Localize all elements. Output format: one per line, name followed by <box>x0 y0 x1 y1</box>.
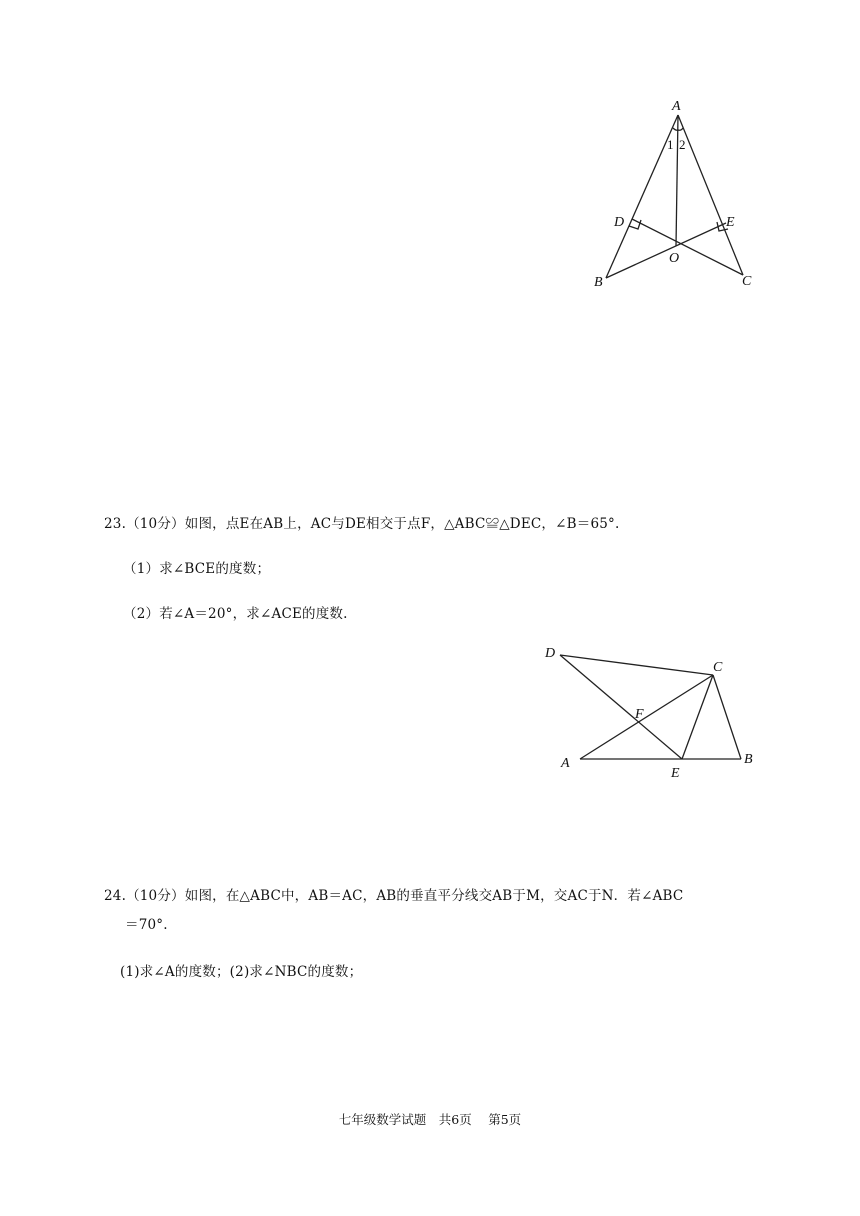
segment-de <box>560 655 682 759</box>
segment-ce <box>682 675 713 759</box>
label-angle-1: 1 <box>667 137 674 152</box>
label-o: O <box>669 251 680 266</box>
segment-be <box>606 223 726 278</box>
label-d: D <box>545 646 556 661</box>
segment-ac <box>580 675 713 759</box>
label-e: E <box>671 766 680 781</box>
label-b: B <box>594 275 603 290</box>
question-23-part1: （1）求∠BCE的度数； <box>123 561 271 577</box>
label-e: E <box>726 215 735 230</box>
label-b: B <box>744 752 753 767</box>
label-angle-2: 2 <box>679 137 686 152</box>
triangle-abc-with-altitudes <box>580 95 780 295</box>
label-c: C <box>713 660 723 675</box>
label-d: D <box>614 215 625 230</box>
label-f: F <box>635 707 644 722</box>
figure-q22 <box>580 95 780 295</box>
question-23-stem: 23.（10分）如图，点E在AB上，AC与DE相交于点F，△ABC≌△DEC，∠B＝65°. <box>104 516 620 532</box>
label-a: A <box>672 99 681 114</box>
question-24-parts: (1)求∠A的度数；(2)求∠NBC的度数； <box>120 964 363 980</box>
segment-ac <box>678 115 743 275</box>
segment-ao <box>676 115 678 246</box>
figure-q23 <box>535 640 765 785</box>
triangles-abc-dec <box>535 640 765 785</box>
question-24-stem-line2: ＝70°. <box>125 917 168 933</box>
question-24-stem-line1: 24.（10分）如图，在△ABC中，AB＝AC，AB的垂直平分线交AB于M，交AC于N．若∠ABC <box>104 888 684 904</box>
page-footer: 七年级数学试题 共6页 第5页 <box>338 1112 522 1127</box>
segment-cb <box>713 675 741 759</box>
angle-2-arc <box>678 128 683 130</box>
label-c: C <box>742 274 752 289</box>
label-a: A <box>561 756 570 771</box>
segment-dc <box>560 655 713 675</box>
question-23-part2: （2）若∠A＝20°，求∠ACE的度数. <box>123 606 348 622</box>
